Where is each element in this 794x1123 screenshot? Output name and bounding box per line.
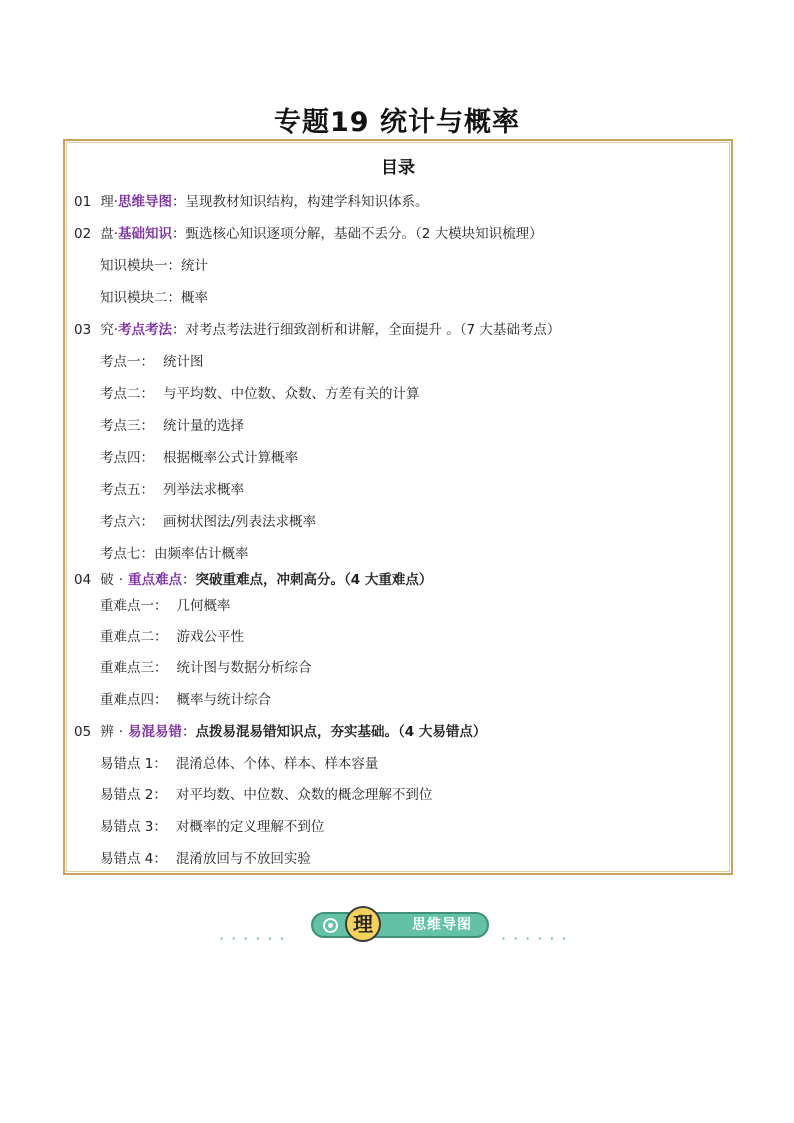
section-dot: · [118, 572, 123, 588]
item-text: 混淆放回与不放回实验 [175, 851, 311, 867]
item-text: 统计图 [163, 354, 204, 370]
item-label: 重难点一： [100, 598, 168, 614]
toc-item-kaodian-4[interactable] [100, 449, 298, 467]
item-text: 根据概率公式计算概率 [163, 450, 298, 466]
section-number: 01 [74, 194, 92, 210]
section-desc: 甄选核心知识逐项分解，基础不丢分。（2 大模块知识梳理） [185, 226, 543, 242]
item-text: 画树状图法/列表法求概率 [163, 514, 317, 530]
item-text: 几何概率 [176, 598, 231, 614]
item-text: 与平均数、中位数、众数、方差有关的计算 [163, 386, 420, 402]
toc-item-kaodian-7[interactable] [100, 545, 249, 563]
toc-item-module-1[interactable]: 知识模块一：统计 [100, 258, 208, 274]
section-name: 重点难点 [127, 572, 182, 588]
section-name: 基础知识 [117, 226, 172, 242]
section-verb: 破 [100, 572, 114, 588]
section-number: 02 [74, 226, 92, 242]
dots-right: ······ [501, 929, 574, 948]
item-label: 考点四： [100, 450, 154, 466]
toc-item-zhongnan-3[interactable] [100, 659, 312, 677]
toc-heading: 目录 [381, 158, 415, 178]
item-text: 统计图与数据分析综合 [176, 660, 312, 676]
item-text: 列举法求概率 [163, 482, 244, 498]
toc-item-yicuo-2[interactable] [100, 786, 432, 804]
item-text: 对概率的定义理解不到位 [175, 819, 325, 835]
item-label: 重难点四： [100, 692, 168, 708]
item-label: 考点二： [100, 386, 154, 402]
page-title: 专题19 统计与概率 [274, 107, 520, 138]
item-label: 考点三： [100, 418, 154, 434]
toc-section-04[interactable] [74, 571, 432, 589]
toc-item-zhongnan-4[interactable] [100, 691, 271, 709]
target-icon [323, 918, 338, 933]
section-colon: ： [171, 322, 186, 338]
item-text: 游戏公平性 [176, 629, 244, 645]
toc-item-zhongnan-1[interactable] [100, 597, 231, 615]
toc-item-yicuo-4[interactable] [100, 850, 311, 868]
item-label: 重难点三： [100, 660, 168, 676]
section-dot: · [113, 322, 118, 338]
item-text: 概率与统计综合 [176, 692, 271, 708]
section-colon: ： [181, 572, 196, 588]
section-verb: 盘 [100, 226, 114, 242]
toc-item-kaodian-6[interactable] [100, 513, 316, 531]
section-dot: · [113, 194, 118, 210]
banner-label: 思维导图 [412, 917, 472, 933]
toc-item-kaodian-5[interactable] [100, 481, 244, 499]
section-colon: ： [171, 226, 186, 242]
item-label: 易错点 1： [100, 756, 167, 772]
item-text: 对平均数、中位数、众数的概念理解不到位 [175, 787, 433, 803]
banner-pill [311, 912, 489, 938]
item-label: 易错点 2： [100, 787, 167, 803]
section-desc: 对考点考法进行细致剖析和讲解，全面提升 。（7 大基础考点） [185, 322, 561, 338]
toc-section-02[interactable] [74, 225, 543, 243]
item-label: 考点一： [100, 354, 154, 370]
item-label: 考点七： [100, 546, 154, 562]
toc-item-kaodian-2[interactable] [100, 385, 420, 403]
mind-map-banner [219, 908, 585, 948]
item-text: 统计量的选择 [163, 418, 244, 434]
item-label: 考点六： [100, 514, 154, 530]
section-dot: · [113, 226, 118, 242]
toc-item-yicuo-1[interactable] [100, 755, 378, 773]
toc-item-yicuo-3[interactable] [100, 818, 324, 836]
item-text: 混淆总体、个体、样本、样本容量 [175, 756, 379, 772]
toc-section-05[interactable] [74, 723, 486, 741]
section-name: 考点考法 [117, 322, 172, 338]
banner-badge: 理 [345, 906, 381, 942]
toc-item-zhongnan-2[interactable] [100, 628, 244, 646]
table-of-contents [63, 139, 733, 875]
dots-left: ······ [219, 929, 292, 948]
item-label: 考点五： [100, 482, 154, 498]
item-label: 易错点 3： [100, 819, 167, 835]
item-label: 重难点二： [100, 629, 168, 645]
toc-section-01[interactable] [74, 193, 428, 211]
section-name: 思维导图 [117, 194, 172, 210]
section-number: 03 [74, 322, 92, 338]
section-desc: 点拨易混易错知识点，夯实基础。（4 大易错点） [195, 724, 487, 740]
item-label: 易错点 4： [100, 851, 167, 867]
section-colon: ： [171, 194, 186, 210]
toc-section-03[interactable] [74, 321, 560, 339]
section-verb: 理 [100, 194, 114, 210]
toc-item-kaodian-1[interactable] [100, 353, 204, 371]
section-number: 05 [74, 724, 92, 740]
section-name: 易混易错 [127, 724, 182, 740]
section-verb: 辨 [100, 724, 114, 740]
section-dot: · [118, 724, 123, 740]
section-desc: 呈现教材知识结构，构建学科知识体系。 [185, 194, 429, 210]
item-text: 由频率估计概率 [154, 546, 249, 562]
section-number: 04 [74, 572, 92, 588]
toc-item-kaodian-3[interactable] [100, 417, 244, 435]
section-verb: 究 [100, 322, 114, 338]
section-colon: ： [181, 724, 196, 740]
toc-item-module-2[interactable]: 知识模块二：概率 [100, 290, 208, 306]
section-desc: 突破重难点，冲刺高分。（4 大重难点） [195, 572, 433, 588]
